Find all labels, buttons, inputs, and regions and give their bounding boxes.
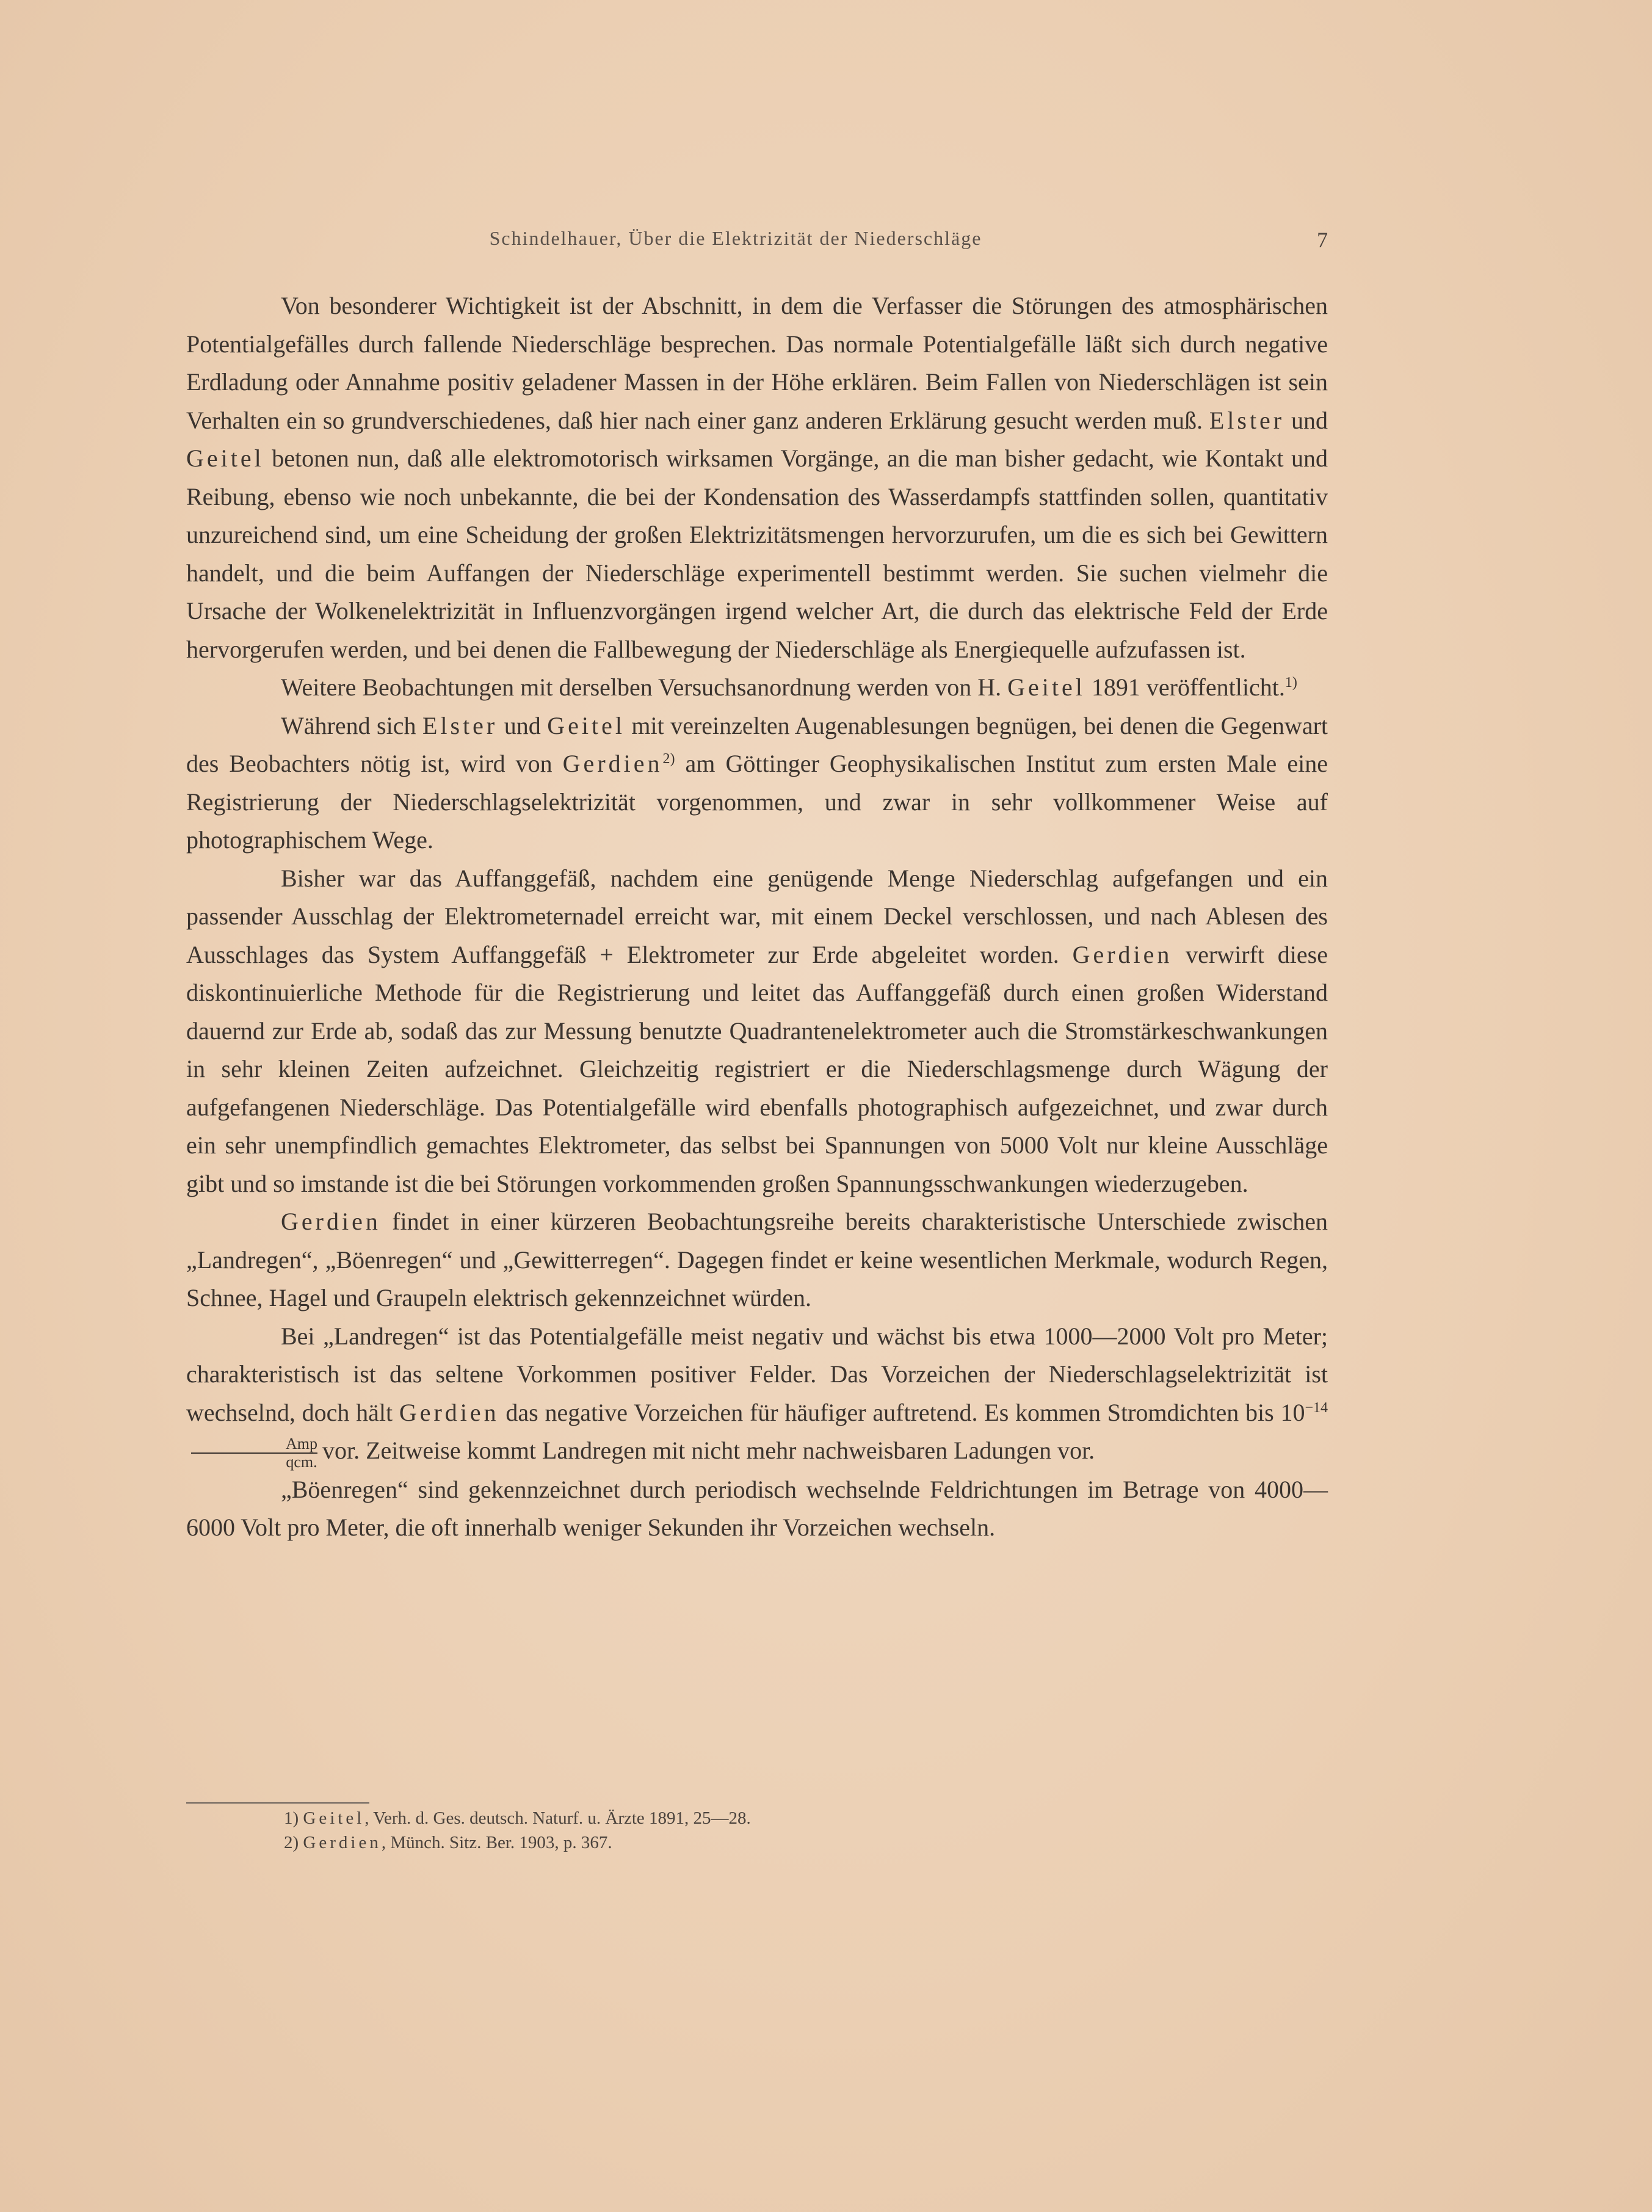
text-run: verwirft diese diskontinuierliche Methode für die Registrierung und leitet das Auffanggefäß durch einen großen Widerstand dauernd zur Erde ab, sodaß das zur Messung benutzte Quadrantenelektrometer auch die Stromstärkeschwankungen in sehr kleinen Zeiten aufzeichnet. Gleichzeitig registriert er die Niederschlagsmenge durch Wägung der aufgefangenen Niederschläge. Das Potentialgefälle wird ebenfalls photographisch aufgezeichnet, und zwar durch ein sehr unempfindlich gemachtes Elektrometer, das selbst bei Spannungen von 5000 Volt nur kleine Ausschläge gibt und so imstande ist die bei Störungen vorkommenden großen Spannungsschwankungen wiederzugeben.: [186, 940, 1328, 1197]
text-run: das negative Vorzeichen für häufiger auftretend. Es kommen Stromdichten bis 10: [499, 1398, 1305, 1426]
running-title: Schindelhauer, Über die Elektrizität der Niederschläge: [489, 227, 982, 249]
page-header: [186, 227, 1328, 264]
paragraph: [186, 860, 1328, 1203]
text-run: 1891 veröffentlicht.: [1085, 673, 1285, 701]
text-run: „Böenregen“ sind gekennzeichnet durch periodisch wechselnde Feldrichtungen im Betrage von 4000—6000 Volt pro Meter, die oft innerhalb weniger Sekunden ihr Vorzeichen wechseln.: [186, 1475, 1328, 1542]
spaced-name: Gerdien: [562, 750, 663, 777]
footnotes: [284, 1806, 1322, 1855]
body-text: [186, 287, 1328, 1547]
paragraph: [186, 669, 1328, 707]
text-run: betonen nun, daß alle elektromotorisch wirksamen Vorgänge, an die man bisher gedacht, wie Kontakt und Reibung, ebenso wie noch unbekannte, die bei der Kondensation des Wasserdampfs stattfinden sollen, quantitativ unzureichend sind, um eine Scheidung der großen Elektrizitätsmengen hervorzurufen, um die es sich bei Gewittern handelt, und die beim Auffangen der Niederschläge experimentell bestimmt werden. Sie suchen vielmehr die Ursache der Wolkenelektrizität in Influenzvorgängen irgend welcher Art, die durch das elektrische Feld der Erde hervorgerufen werden, und bei denen die Fallbewegung der Niederschläge als Energiequelle aufzufassen ist.: [186, 444, 1328, 663]
paragraph: [186, 707, 1328, 860]
unit-fraction: [191, 1435, 317, 1471]
footnote-author: Geitel: [303, 1808, 365, 1828]
text-run: Weitere Beobachtungen mit derselben Versuchsanordnung werden von H.: [281, 673, 1008, 701]
paragraph: [186, 287, 1328, 669]
footnote-mark: 1): [284, 1808, 303, 1828]
spaced-name: Elster: [422, 711, 498, 739]
paragraph: [186, 1471, 1328, 1547]
footnote-text: , Münch. Sitz. Ber. 1903, p. 367.: [381, 1833, 612, 1852]
page-number: 7: [1317, 228, 1328, 252]
text-run: Während sich: [281, 711, 422, 739]
footnote-mark: 2): [284, 1833, 303, 1852]
spaced-name: Geitel: [186, 444, 264, 472]
text-run: und: [1284, 406, 1328, 434]
text-run: am Göttinger Geophysikalischen Institut zum ersten Male eine Registrierung der Niederschlagselektrizität vorgenommen, und zwar in sehr vollkommener Weise auf photographischem Wege.: [186, 750, 1328, 854]
text-run: Von besonderer Wichtigkeit ist der Abschnitt, in dem die Verfasser die Störungen des atmosphärischen Potentialgefälles durch fallende Niederschläge besprechen. Das normale Potentialgefälle läßt sich durch negative Erdladung oder Annahme positiv geladener Massen in der Höhe erklären. Beim Fallen von Niederschlägen ist sein Verhalten ein so grundverschiedenes, daß hier nach einer ganz anderen Erklärung gesucht werden muß.: [186, 292, 1328, 434]
footnote-text: , Verh. d. Ges. deutsch. Naturf. u. Ärzte 1891, 25—28.: [364, 1808, 751, 1828]
footnote-author: Gerdien: [303, 1833, 382, 1852]
text-run: Bisher war das Auffanggefäß, nachdem eine genügende Menge Niederschlag aufgefangen und ein passender Ausschlag der Elektrometernadel erreicht war, mit einem Deckel verschlossen, und nach Ablesen des Ausschlages das System Auffanggefäß + Elektrometer zur Erde abgeleitet worden.: [186, 864, 1328, 968]
superscript: 2): [662, 751, 675, 767]
text-run: vor. Zeitweise kommt Landregen mit nicht mehr nachweisbaren Ladungen vor.: [322, 1437, 1095, 1464]
fraction-denominator: qcm.: [286, 1452, 317, 1471]
superscript: −14: [1305, 1399, 1328, 1416]
spaced-name: Gerdien: [281, 1208, 381, 1235]
spaced-name: Geitel: [547, 711, 625, 739]
footnote: [284, 1806, 1322, 1830]
text-run: findet in einer kürzeren Beobachtungsreihe bereits charakteristische Unterschiede zwischen „Landregen“, „Böenregen“ und „Gewitterregen“. Dagegen findet er keine wesentlichen Merkmale, wodurch Regen, Schnee, Hagel und Graupeln elektrisch gekennzeichnet würden.: [186, 1208, 1328, 1311]
text-run: Bei „Landregen“ ist das Potentialgefälle meist negativ und wächst bis etwa 1000—2000 Volt pro Meter; charakteristisch ist das seltene Vorkommen positiver Felder. Das Vorzeichen der Niederschlagselektrizität ist wechselnd, doch hält: [186, 1322, 1328, 1426]
footnote: [284, 1830, 1322, 1855]
spaced-name: Gerdien: [399, 1398, 499, 1426]
superscript: 1): [1284, 675, 1297, 691]
spaced-name: Geitel: [1007, 673, 1085, 701]
fraction-numerator: Amp: [191, 1435, 317, 1454]
spaced-name: Gerdien: [1072, 940, 1173, 968]
text-run: und: [498, 711, 548, 739]
spaced-name: Elster: [1209, 406, 1285, 434]
text-run: mit vereinzelten Augenablesungen begnügen, bei denen die Gegenwart des Beobachters nötig ist, wird von: [186, 711, 1328, 777]
footnote-rule: [186, 1802, 369, 1804]
paragraph: [186, 1318, 1328, 1471]
paragraph: [186, 1203, 1328, 1318]
